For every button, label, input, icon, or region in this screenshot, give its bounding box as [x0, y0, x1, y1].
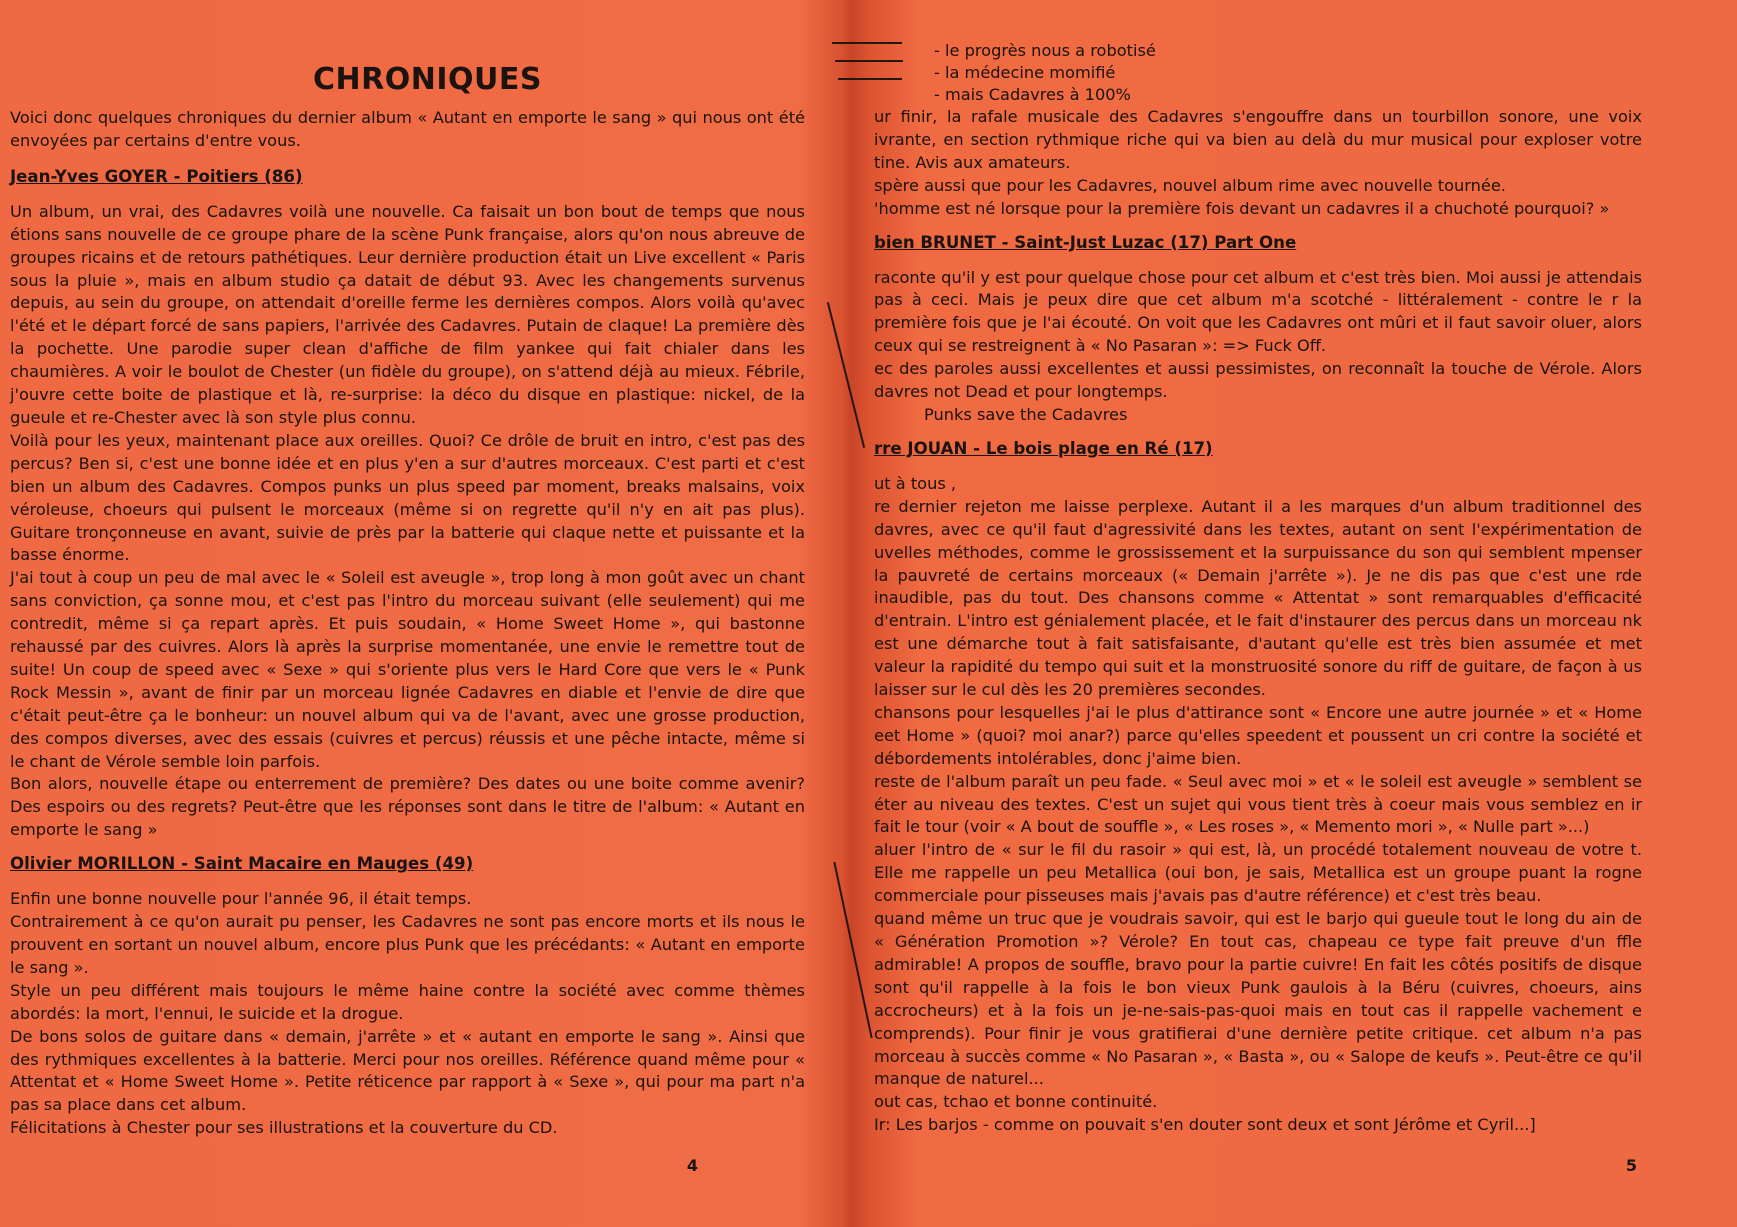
- right-page: [862, 0, 1737, 1227]
- review-paragraph: Enfin une bonne nouvelle pour l'année 96, il était temps.: [10, 889, 472, 909]
- list-item: - mais Cadavres à 100%: [934, 85, 1131, 104]
- review-paragraph: chansons pour lesquelles j'ai le plus d'attirance sont « Encore une autre journée » et « Home eet Home » (quoi? moi anar?) parce qu'elles speedent et poussent un cri contre la société et débordements intolérables, donc j'aime bien.: [874, 702, 1642, 768]
- page-number: 5: [1625, 1156, 1637, 1175]
- review-heading: Olivier MORILLON - Saint Macaire en Mauges (49): [10, 854, 474, 874]
- review-paragraph: Voilà pour les yeux, maintenant place aux oreilles. Quoi? Ce drôle de bruit en intro, c'est pas des percus? Ben si, c'est une bonne idée et en plus y'en a sur d'autres morceaux. C'est parti et c'est bien un album des Cadavres. Compos punks un plus speed par moment, breaks malsains, voix véroleuse, choeurs qui pulsent le morceaux (même si on regrette qu'il n'y en ait pas plus). Guitare tronçonneuse en avant, suivie de près par la batterie qui claque nette et puissante et la basse énorme.: [10, 430, 805, 565]
- review-paragraph: raconte qu'il y est pour quelque chose pour cet album et c'est très bien. Moi aussi je attendais pas à ceci. Mais je peux dire que cet album m'a scotché - littéralement - contre le r la première fois que je l'ai écouté. On voit que les Cadavres ont mûri et il faut savoir oluer, alors ceux qui se restreignent à « No Pasaran »: => Fuck Off.: [874, 267, 1642, 356]
- review-paragraph: re dernier rejeton me laisse perplexe. Autant il a les marques d'un album traditionnel des davres, avec ce qu'il faut d'agressivité dans les textes, autant on sent l'expérimentation de uvelles méthodes, comme le grossissement et la surpuissance du son qui semblent mpenser la pauvreté de certains morceaux (« Demain j'arrête »). Je ne dis pas que c'est une rde inaudible, pas du tout. Des chansons comme « Attentat » sont remarquables d'efficacité d'entrain. L'intro est génialement placée, et le fait d'instaurer des percus dans un morceau nk est une démarche tout à fait satisfaisante, d'autant qu'elle est très bien assumée et met valeur la rapidité du tempo qui suit et la monstruosité sonore du riff de guitare, de façon à us laisser sur le cul dès les 20 premières secondes.: [874, 496, 1642, 700]
- page-number: 4: [686, 1156, 698, 1175]
- review-paragraph: ut à tous ,: [874, 473, 957, 493]
- review-signature: Ir: Les barjos - comme on pouvait s'en douter sont deux et sont Jérôme et Cyril...]: [874, 1115, 1536, 1135]
- review-heading: bien BRUNET - Saint-Just Luzac (17) Part One: [874, 232, 1297, 252]
- intro-text: Voici donc quelques chroniques du dernier album « Autant en emporte le sang » qui nous ont été envoyées par certains d'entre vous.: [10, 108, 805, 150]
- bullet-list: [934, 40, 1642, 106]
- review-paragraph: Félicitations à Chester pour ses illustrations et la couverture du CD.: [10, 1118, 558, 1138]
- review-paragraph: Style un peu différent mais toujours le même haine contre la société avec comme thèmes abordés: la mort, l'ennui, le suicide et la drogue.: [10, 980, 805, 1023]
- review-paragraph: 'homme est né lorsque pour la première fois devant un cadavres il a chuchoté pourquoi? »: [874, 198, 1610, 218]
- review-paragraph: aluer l'intro de « sur le fil du rasoir » qui est, là, un procédé totalement nouveau de votre t. Elle me rappelle un peu Metallica (oui bon, je sais, Metallica est un groupe puant la rogne commerciale pour pisseuses mais j'avais pas d'autre référence) et c'est très beau.: [874, 840, 1642, 906]
- left-page: [0, 0, 848, 1227]
- review-heading: rre JOUAN - Le bois plage en Ré (17): [874, 438, 1213, 458]
- review-paragraph: quand même un truc que je voudrais savoir, qui est le barjo qui gueule tout le long du ain de « Génération Promotion »? Vérole? En tout cas, chapeau ce type fait preuve d'un ffle admirable! A propos de souffle, bravo pour la partie cuivre! En fait les côtés positifs de disque sont qu'il rappelle à la fois le bon vieux Punk gaulois à la Béru (cuivres, choeurs, ains accrocheurs) et à la fois un je-ne-sais-pas-quoi mais en tout cas il rappelle vachement e comprends). Pour finir je vous gratifierai d'une dernière petite critique. cet album n'a pas morceau à succès comme « No Pasaran », « Basta », ou « Salope de keufs ». Peut-être ce qu'il manque de naturel...: [874, 909, 1642, 1089]
- review-paragraph: Contrairement à ce qu'on aurait pu penser, les Cadavres ne sont pas encore morts et ils nous le prouvent en sortant un nouvel album, encore plus Punk que les précédants: « Autant en emporte le sang ».: [10, 912, 805, 977]
- review-paragraph: J'ai tout à coup un peu de mal avec le « Soleil est aveugle », trop long à mon goût avec un chant sans conviction, ça sonne mou, et c'est pas l'intro du morceau suivant (elle seulement) qui me contredit, même si ça repart après. Et puis soudain, « Home Sweet Home », qui bastonne rehaussé par des cuivres. Alors là après la surprise momentanée, une envie le remettre tout de suite! Un coup de speed avec « Sexe » qui s'oriente plus vers le Hard Core que vers le « Punk Rock Messin », avant de finir par un morceau lignée Cadavres en diable et l'envie de dire que c'était peut-être ça le bonheur: un nouvel album qui va de l'avant, avec une grosse production, des compos diverses, avec des essais (cuivres et percus) réussis et une pêche intacte, même si le chant de Vérole semble loin parfois.: [10, 568, 805, 771]
- review-paragraph: De bons solos de guitare dans « demain, j'arrête » et « autant en emporte le sang ». Ainsi que des rythmiques excellentes à la batterie. Merci pour nos oreilles. Référence quand même pour « Attentat et « Home Sweet Home ». Petite réticence par rapport à « Sexe », qui pour ma part n'a pas sa place dans cet album.: [10, 1026, 805, 1115]
- review-paragraph: ec des paroles aussi excellentes et aussi pessimistes, on reconnaît la touche de Vérole. Alors davres not Dead et pour longtemps.: [874, 359, 1642, 402]
- review-heading: Jean-Yves GOYER - Poitiers (86): [10, 166, 303, 186]
- review-paragraph: out cas, tchao et bonne continuité.: [874, 1092, 1158, 1112]
- review-paragraph: Bon alors, nouvelle étape ou enterrement de première? Des dates ou une boite comme avenir? Des espoirs ou des regrets? Peut-être que les réponses sont dans le titre de l'album: « Autant en emporte le sang »: [10, 774, 805, 840]
- list-item: - le progrès nous a robotisé: [934, 41, 1156, 60]
- page-title: CHRONIQUES: [313, 62, 542, 97]
- review-paragraph: ur finir, la rafale musicale des Cadavres s'engouffre dans un tourbillon sonore, une voix ivrante, en section rythmique riche qui va bien au delà du mur musical pour exploser votre tine. Avis aux amateurs.: [874, 107, 1642, 172]
- review-paragraph: spère aussi que pour les Cadavres, nouvel album rime avec nouvelle tournée.: [874, 175, 1506, 195]
- review-paragraph: Un album, un vrai, des Cadavres voilà une nouvelle. Ca faisait un bon bout de temps que nous étions sans nouvelle de ce groupe phare de la scène Punk française, alors qu'on nous abreuve de groupes ricains et de retours pathétiques. Leur dernière production était un Live excellent « Paris sous la pluie », mais en album studio ça datait de début 93. Avec les changements survenus depuis, au sein du groupe, on attendait d'oreille ferme les dernières compos. Alors voilà qu'avec l'été et le départ forcé de sans papiers, l'arrivée des Cadavres. Putain de claque! La première dès la pochette. Une parodie super clean d'affiche de film yankee qui fait chialer dans les chaumières. A voir le boulot de Chester (un fidèle du groupe), on s'attend déjà au mieux. Fébrile, j'ouvre cette boite de plastique et là, re-surprise: la déco du disque en plastique: nickel, de la gueule et re-Chester avec là son style plus connu.: [10, 201, 805, 427]
- list-item: - la médecine momifié: [934, 63, 1116, 82]
- review-paragraph: reste de l'album paraît un peu fade. « Seul avec moi » et « le soleil est aveugle » semblent se éter au niveau des textes. C'est un sujet qui vous tient très à coeur mais vous semblez en ir fait le tour (voir « A bout de souffle », « Les roses », « Memento mori », « Nulle part »...): [874, 771, 1642, 837]
- review-closing: Punks save the Cadavres: [924, 404, 1128, 424]
